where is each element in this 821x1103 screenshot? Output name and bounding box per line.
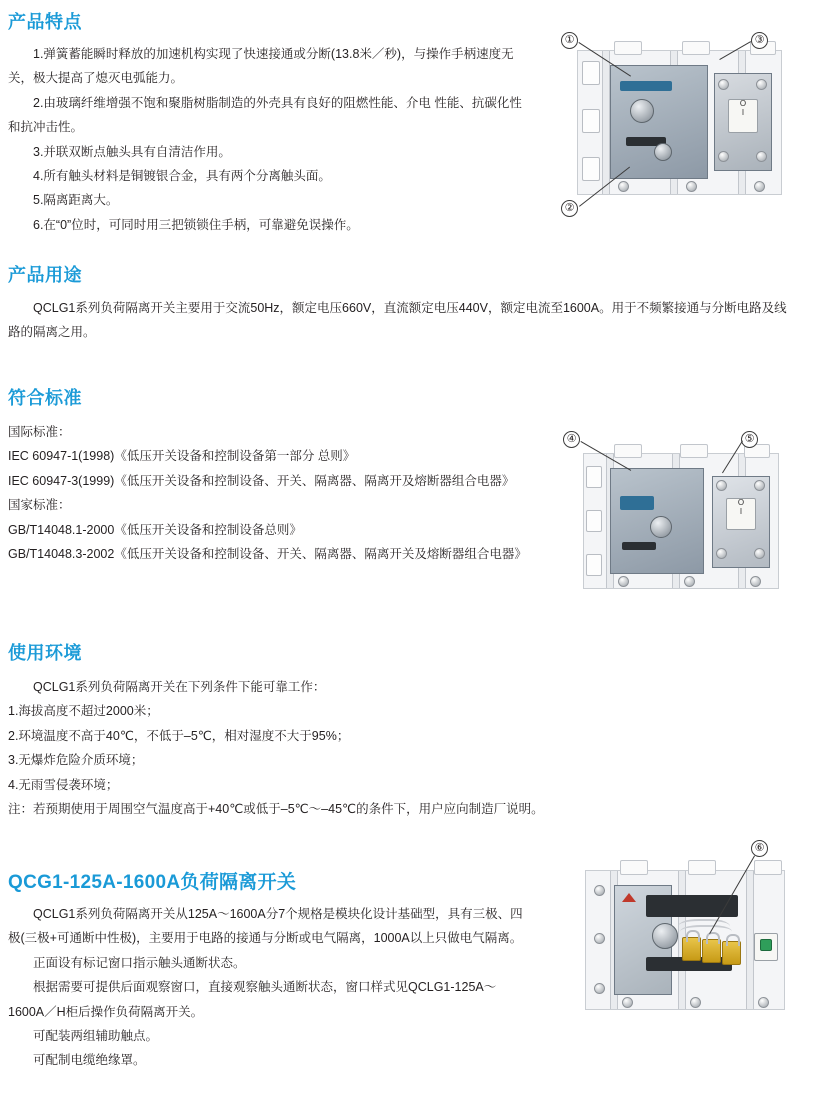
callout-3: ③ xyxy=(751,32,768,49)
standard-line: GB/T14048.3-2002《低压开关设备和控制设备、开关、隔离器、隔离开关及熔断器组合电器》 xyxy=(8,546,527,561)
environment-item: 1.海拔高度不超过2000米； xyxy=(8,704,159,719)
environment-note: 注：若预期使用于周围空气温度高于+40℃或低于–5℃～–45℃的条件下，用户应向制造厂说明。 xyxy=(8,801,544,816)
section-title-product: QCG1-125A-1600A负荷隔离开关 xyxy=(8,872,297,893)
product-paragraph: QCLG1系列负荷隔离开关从125A～1600A分7个规格是模块化设计基础型，具有三极、四极(三极+可通断中性极)，主要用于电路的接通与分断或电气隔离，1000A以上只做电气隔离。 xyxy=(8,907,523,946)
state-window: O I xyxy=(726,498,756,530)
feature-item: 3.并联双断点触头具有自清洁作用。 xyxy=(33,144,231,159)
standard-line: GB/T14048.1-2000《低压开关设备和控制设备总则》 xyxy=(8,522,302,537)
feature-item: 6.在“0”位时，可同时用三把锁锁住手柄，可靠避免误操作。 xyxy=(33,217,359,232)
environment-lead: QCLG1系列负荷隔离开关在下列条件下能可靠工作： xyxy=(33,680,326,694)
environment-item: 3.无爆炸危险介质环境； xyxy=(8,753,144,768)
callout-4: ④ xyxy=(563,431,580,448)
standard-line: IEC 60947-1(1998)《低压开关设备和控制设备第一部分 总则》 xyxy=(8,449,356,464)
section-body-standards xyxy=(8,420,538,566)
standard-line: 国际标准： xyxy=(8,425,71,439)
environment-item: 4.无雨雪侵袭环境； xyxy=(8,777,119,792)
feature-item: 2.由玻璃纤维增强不饱和聚脂树脂制造的外壳具有良好的阻燃性能、介电 性能、抗碳化性和抗冲击性。 xyxy=(8,95,522,135)
usage-paragraph: QCLG1系列负荷隔离开关主要用于交流50Hz，额定电压660V，直流额定电压440V，额定电流至1600A。用于不频繁接通与分断电路及线路的隔离之用。 xyxy=(8,301,787,340)
section-body-environment xyxy=(8,675,798,821)
callout-2: ② xyxy=(561,200,578,217)
section-title-environment: 使用环境 xyxy=(8,643,82,663)
feature-item: 4.所有触头材料是铜镀银合金，具有两个分离触头面。 xyxy=(33,168,331,183)
feature-item: 1.弹簧蓄能瞬时释放的加速机构实现了快速接通或分断(13.8米／秒)，与操作手柄速度无关，极大提高了熄灭电弧能力。 xyxy=(8,47,514,86)
padlock-icon xyxy=(702,939,721,963)
callout-1: ① xyxy=(561,32,578,49)
feature-item: 5.隔离距离大。 xyxy=(33,193,119,208)
section-title-standards: 符合标准 xyxy=(8,388,82,408)
product-paragraph: 可配装两组辅助触点。 xyxy=(33,1028,159,1043)
callout-5: ⑤ xyxy=(741,431,758,448)
product-paragraph: 正面设有标记窗口指示触头通断状态。 xyxy=(33,955,246,970)
state-window: O I xyxy=(728,99,758,133)
section-title-usage: 产品用途 xyxy=(8,265,82,285)
padlock-icon xyxy=(722,941,741,965)
figure-middle xyxy=(555,425,805,610)
figure-top xyxy=(555,28,805,213)
section-title-features: 产品特点 xyxy=(8,12,82,32)
section-body-product xyxy=(8,902,528,1073)
environment-item: 2.环境温度不高于40℃，不低于–5℃，相对湿度不大于95%； xyxy=(8,728,350,743)
figure-bottom xyxy=(555,840,805,1030)
callout-6: ⑥ xyxy=(751,840,768,857)
section-body-usage xyxy=(8,296,798,345)
standard-line: IEC 60947-3(1999)《低压开关设备和控制设备、开关、隔离器、隔离开及熔断器组合电器》 xyxy=(8,473,515,488)
section-body-features xyxy=(8,42,528,237)
product-paragraph: 根据需要可提供后面观察窗口，直接观察触头通断状态，窗口样式见QCLG1-125A～1600A／H柜后操作负荷隔离开关。 xyxy=(8,980,497,1019)
product-paragraph: 可配制电缆绝缘罩。 xyxy=(33,1053,146,1068)
standard-line: 国家标准： xyxy=(8,498,71,513)
